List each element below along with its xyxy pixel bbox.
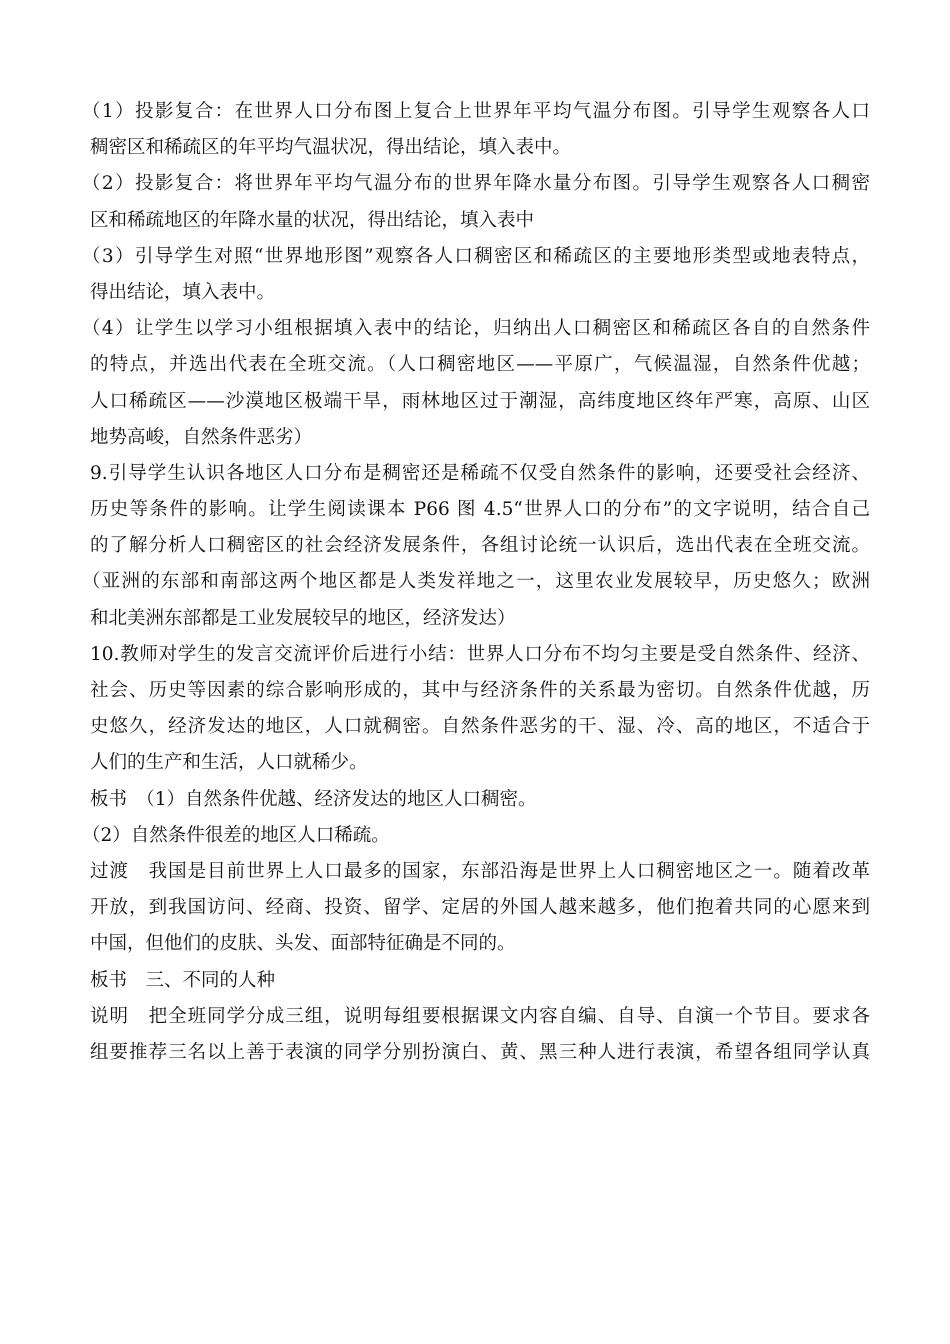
document-line: 区和稀疏地区的年降水量的状况，得出结论，填入表中 [90, 209, 535, 231]
document-body [82, 94, 870, 1071]
document-line: 组要推荐三名以上善于表演的同学分别扮演白、黄、黑三种人进行表演，希望各组同学认真 [90, 1041, 870, 1063]
document-line: （3）引导学生对照“世界地形图”观察各人口稠密区和稀疏区的主要地形类型或地表特点， [82, 245, 870, 267]
document-line: 开放，到我国访问、经商、投资、留学、定居的外国人越来越多，他们抱着共同的心愿来到 [90, 897, 870, 919]
document-line: 地势高峻，自然条件恶劣） [90, 426, 313, 448]
document-line: （亚洲的东部和南部这两个地区都是人类发祥地之一，这里农业发展较早，历史悠久；欧洲 [82, 571, 870, 593]
document-line: （1）投影复合：在世界人口分布图上复合上世界年平均气温分布图。引导学生观察各人口 [82, 101, 870, 122]
document-line: 历史等条件的影响。让学生阅读课本 P66 图 4.5“世界人口的分布”的文字说明，结合自己 [90, 499, 870, 521]
document-line: （4）让学生以学习小组根据填入表中的结论，归纳出人口稠密区和稀疏区各自的自然条件 [82, 318, 870, 340]
document-line: 9.引导学生认识各地区人口分布是稠密还是稀疏不仅受自然条件的影响，还要受社会经济、 [90, 462, 870, 484]
document-line: 中国，但他们的皮肤、头发、面部特征确是不同的。 [90, 933, 516, 955]
document-line: （2）自然条件很差的地区人口稀疏。 [82, 824, 390, 846]
document-line: 板书 （1）自然条件优越、经济发达的地区人口稠密。 [90, 788, 537, 810]
document-line: 说明 把全班同学分成三组，说明每组要根据课文内容自编、自导、自演一个节目。要求各 [90, 1005, 870, 1027]
document-line: 和北美洲东部都是工业发展较早的地区，经济发达） [90, 607, 516, 629]
document-line: 稠密区和稀疏区的年平均气温状况，得出结论，填入表中。 [90, 137, 572, 159]
document-line: 人口稀疏区——沙漠地区极端干旱，雨林地区过于潮湿，高纬度地区终年严寒，高原、山区 [90, 390, 870, 412]
document-line: 得出结论，填入表中。 [90, 281, 276, 303]
document-line: 的特点，并选出代表在全班交流。（人口稠密地区——平原广，气候温湿，自然条件优越； [90, 354, 870, 376]
document-line: 人们的生产和生活，人口就稀少。 [90, 752, 368, 774]
document-line: 的了解分析人口稠密区的社会经济发展条件，各组讨论统一认识后，选出代表在全班交流。 [90, 535, 870, 557]
document-line: 板书 三、不同的人种 [90, 969, 276, 991]
document-line: 社会、历史等因素的综合影响形成的，其中与经济条件的关系最为密切。自然条件优越，历 [90, 680, 870, 701]
document-line: （2）投影复合：将世界年平均气温分布的世界年降水量分布图。引导学生观察各人口稠密 [82, 173, 870, 195]
document-line: 过渡 我国是目前世界上人口最多的国家，东部沿海是世界上人口稠密地区之一。随着改革 [90, 860, 870, 882]
document-line: 史悠久，经济发达的地区，人口就稠密。自然条件恶劣的干、湿、冷、高的地区，不适合于 [90, 716, 870, 738]
document-line: 10.教师对学生的发言交流评价后进行小结：世界人口分布不均匀主要是受自然条件、经济、 [90, 643, 870, 665]
